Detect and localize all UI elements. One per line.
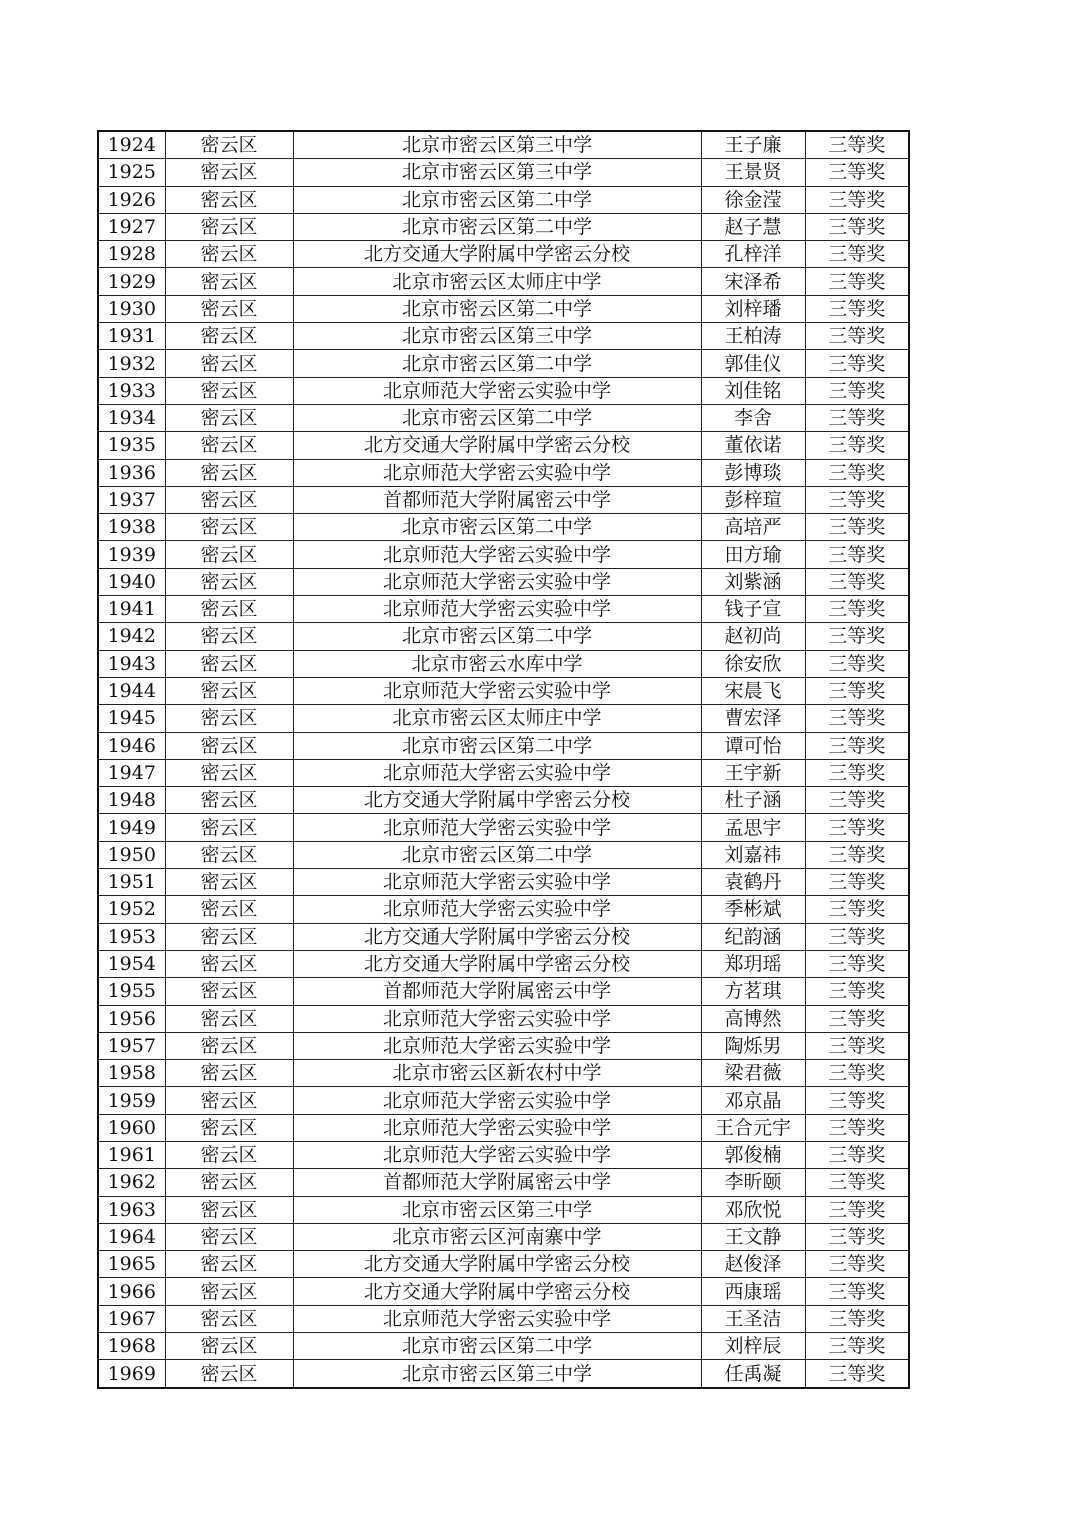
award-level-cell: 三等奖 — [805, 705, 909, 732]
serial-number-cell: 1932 — [98, 350, 165, 377]
serial-number-cell: 1969 — [98, 1360, 165, 1388]
student-name-cell: 郭俊楠 — [701, 1141, 805, 1168]
student-name-cell: 赵子慧 — [701, 213, 805, 240]
table-row — [98, 1278, 909, 1305]
student-name-cell: 郭佳仪 — [701, 350, 805, 377]
student-name-cell: 陶烁男 — [701, 1032, 805, 1059]
school-cell: 北京师范大学密云实验中学 — [293, 814, 701, 841]
award-level-cell: 三等奖 — [805, 1278, 909, 1305]
serial-number-cell: 1941 — [98, 596, 165, 623]
serial-number-cell: 1927 — [98, 213, 165, 240]
student-name-cell: 钱子宣 — [701, 596, 805, 623]
table-row — [98, 1169, 909, 1196]
district-cell: 密云区 — [165, 1141, 293, 1168]
table-row — [98, 1032, 909, 1059]
school-cell: 北京师范大学密云实验中学 — [293, 568, 701, 595]
table-row — [98, 1114, 909, 1141]
table-row — [98, 978, 909, 1005]
student-name-cell: 王文静 — [701, 1223, 805, 1250]
student-name-cell: 王子廉 — [701, 131, 805, 159]
award-level-cell: 三等奖 — [805, 432, 909, 459]
serial-number-cell: 1938 — [98, 514, 165, 541]
district-cell: 密云区 — [165, 1278, 293, 1305]
serial-number-cell: 1937 — [98, 486, 165, 513]
district-cell: 密云区 — [165, 814, 293, 841]
table-row — [98, 186, 909, 213]
serial-number-cell: 1933 — [98, 377, 165, 404]
award-level-cell: 三等奖 — [805, 186, 909, 213]
school-cell: 北京师范大学密云实验中学 — [293, 1305, 701, 1332]
serial-number-cell: 1942 — [98, 623, 165, 650]
serial-number-cell: 1949 — [98, 814, 165, 841]
school-cell: 北京师范大学密云实验中学 — [293, 1114, 701, 1141]
district-cell: 密云区 — [165, 295, 293, 322]
school-cell: 北京市密云水库中学 — [293, 650, 701, 677]
award-level-cell: 三等奖 — [805, 1087, 909, 1114]
serial-number-cell: 1946 — [98, 732, 165, 759]
district-cell: 密云区 — [165, 514, 293, 541]
table-row — [98, 131, 909, 159]
table-row — [98, 1005, 909, 1032]
award-level-cell: 三等奖 — [805, 1360, 909, 1388]
serial-number-cell: 1960 — [98, 1114, 165, 1141]
award-level-cell: 三等奖 — [805, 159, 909, 186]
award-level-cell: 三等奖 — [805, 814, 909, 841]
serial-number-cell: 1939 — [98, 541, 165, 568]
student-name-cell: 刘梓璠 — [701, 295, 805, 322]
district-cell: 密云区 — [165, 950, 293, 977]
student-name-cell: 王圣洁 — [701, 1305, 805, 1332]
student-name-cell: 邓欣悦 — [701, 1196, 805, 1223]
award-level-cell: 三等奖 — [805, 923, 909, 950]
district-cell: 密云区 — [165, 705, 293, 732]
school-cell: 首都师范大学附属密云中学 — [293, 1169, 701, 1196]
serial-number-cell: 1951 — [98, 869, 165, 896]
serial-number-cell: 1963 — [98, 1196, 165, 1223]
district-cell: 密云区 — [165, 623, 293, 650]
serial-number-cell: 1931 — [98, 323, 165, 350]
student-name-cell: 彭梓瑄 — [701, 486, 805, 513]
district-cell: 密云区 — [165, 241, 293, 268]
serial-number-cell: 1956 — [98, 1005, 165, 1032]
table-row — [98, 814, 909, 841]
school-cell: 北京师范大学密云实验中学 — [293, 596, 701, 623]
award-level-cell: 三等奖 — [805, 568, 909, 595]
school-cell: 北京师范大学密云实验中学 — [293, 459, 701, 486]
district-cell: 密云区 — [165, 432, 293, 459]
table-row — [98, 514, 909, 541]
school-cell: 北方交通大学附属中学密云分校 — [293, 1278, 701, 1305]
award-level-cell: 三等奖 — [805, 978, 909, 1005]
serial-number-cell: 1953 — [98, 923, 165, 950]
district-cell: 密云区 — [165, 1114, 293, 1141]
student-name-cell: 刘佳铭 — [701, 377, 805, 404]
district-cell: 密云区 — [165, 732, 293, 759]
table-row — [98, 159, 909, 186]
table-row — [98, 1305, 909, 1332]
student-name-cell: 刘梓辰 — [701, 1333, 805, 1360]
school-cell: 北方交通大学附属中学密云分校 — [293, 432, 701, 459]
table-row — [98, 1060, 909, 1087]
student-name-cell: 杜子涵 — [701, 787, 805, 814]
district-cell: 密云区 — [165, 1087, 293, 1114]
student-name-cell: 袁鹤丹 — [701, 869, 805, 896]
student-name-cell: 王景贤 — [701, 159, 805, 186]
serial-number-cell: 1957 — [98, 1032, 165, 1059]
district-cell: 密云区 — [165, 1305, 293, 1332]
serial-number-cell: 1926 — [98, 186, 165, 213]
award-level-cell: 三等奖 — [805, 1141, 909, 1168]
serial-number-cell: 1928 — [98, 241, 165, 268]
table-row — [98, 923, 909, 950]
school-cell: 北京市密云区第三中学 — [293, 159, 701, 186]
student-name-cell: 王宇新 — [701, 759, 805, 786]
table-row — [98, 705, 909, 732]
student-name-cell: 赵俊泽 — [701, 1251, 805, 1278]
school-cell: 北京市密云区第二中学 — [293, 732, 701, 759]
award-level-cell: 三等奖 — [805, 650, 909, 677]
district-cell: 密云区 — [165, 677, 293, 704]
school-cell: 北京师范大学密云实验中学 — [293, 541, 701, 568]
school-cell: 北京师范大学密云实验中学 — [293, 759, 701, 786]
table-row — [98, 596, 909, 623]
district-cell: 密云区 — [165, 923, 293, 950]
school-cell: 首都师范大学附属密云中学 — [293, 978, 701, 1005]
student-name-cell: 梁君薇 — [701, 1060, 805, 1087]
award-level-cell: 三等奖 — [805, 323, 909, 350]
district-cell: 密云区 — [165, 323, 293, 350]
award-level-cell: 三等奖 — [805, 213, 909, 240]
table-row — [98, 432, 909, 459]
serial-number-cell: 1965 — [98, 1251, 165, 1278]
award-level-cell: 三等奖 — [805, 541, 909, 568]
district-cell: 密云区 — [165, 1005, 293, 1032]
serial-number-cell: 1950 — [98, 841, 165, 868]
student-name-cell: 孔梓洋 — [701, 241, 805, 268]
serial-number-cell: 1964 — [98, 1223, 165, 1250]
student-name-cell: 田方瑜 — [701, 541, 805, 568]
school-cell: 北京市密云区新农村中学 — [293, 1060, 701, 1087]
table-row — [98, 1141, 909, 1168]
school-cell: 北京师范大学密云实验中学 — [293, 869, 701, 896]
table-row — [98, 1223, 909, 1250]
student-name-cell: 郑玥瑶 — [701, 950, 805, 977]
district-cell: 密云区 — [165, 1032, 293, 1059]
award-level-cell: 三等奖 — [805, 1223, 909, 1250]
school-cell: 北京师范大学密云实验中学 — [293, 377, 701, 404]
student-name-cell: 王合元宇 — [701, 1114, 805, 1141]
school-cell: 北京师范大学密云实验中学 — [293, 1032, 701, 1059]
student-name-cell: 董依诺 — [701, 432, 805, 459]
student-name-cell: 徐金滢 — [701, 186, 805, 213]
table-row — [98, 732, 909, 759]
serial-number-cell: 1952 — [98, 896, 165, 923]
district-cell: 密云区 — [165, 213, 293, 240]
district-cell: 密云区 — [165, 896, 293, 923]
award-level-cell: 三等奖 — [805, 1005, 909, 1032]
award-level-cell: 三等奖 — [805, 677, 909, 704]
serial-number-cell: 1944 — [98, 677, 165, 704]
school-cell: 北京市密云区太师庄中学 — [293, 268, 701, 295]
student-name-cell: 王柏涛 — [701, 323, 805, 350]
serial-number-cell: 1968 — [98, 1333, 165, 1360]
district-cell: 密云区 — [165, 568, 293, 595]
table-row — [98, 869, 909, 896]
district-cell: 密云区 — [165, 650, 293, 677]
serial-number-cell: 1940 — [98, 568, 165, 595]
school-cell: 北京市密云区第三中学 — [293, 1196, 701, 1223]
district-cell: 密云区 — [165, 1333, 293, 1360]
award-level-cell: 三等奖 — [805, 268, 909, 295]
district-cell: 密云区 — [165, 404, 293, 431]
school-cell: 北京师范大学密云实验中学 — [293, 1141, 701, 1168]
award-level-cell: 三等奖 — [805, 241, 909, 268]
district-cell: 密云区 — [165, 787, 293, 814]
student-name-cell: 宋泽希 — [701, 268, 805, 295]
serial-number-cell: 1966 — [98, 1278, 165, 1305]
school-cell: 北方交通大学附属中学密云分校 — [293, 787, 701, 814]
serial-number-cell: 1945 — [98, 705, 165, 732]
serial-number-cell: 1929 — [98, 268, 165, 295]
serial-number-cell: 1924 — [98, 131, 165, 159]
serial-number-cell: 1934 — [98, 404, 165, 431]
school-cell: 北京市密云区第二中学 — [293, 623, 701, 650]
serial-number-cell: 1936 — [98, 459, 165, 486]
student-name-cell: 赵初尚 — [701, 623, 805, 650]
table-row — [98, 541, 909, 568]
table-row — [98, 1196, 909, 1223]
award-level-cell: 三等奖 — [805, 486, 909, 513]
student-name-cell: 孟思宇 — [701, 814, 805, 841]
serial-number-cell: 1935 — [98, 432, 165, 459]
serial-number-cell: 1954 — [98, 950, 165, 977]
award-level-cell: 三等奖 — [805, 1169, 909, 1196]
award-level-cell: 三等奖 — [805, 131, 909, 159]
district-cell: 密云区 — [165, 350, 293, 377]
district-cell: 密云区 — [165, 759, 293, 786]
student-name-cell: 谭可怡 — [701, 732, 805, 759]
student-name-cell: 李舍 — [701, 404, 805, 431]
table-row — [98, 1251, 909, 1278]
award-table — [97, 130, 910, 1389]
district-cell: 密云区 — [165, 1060, 293, 1087]
award-level-cell: 三等奖 — [805, 1333, 909, 1360]
award-level-cell: 三等奖 — [805, 732, 909, 759]
serial-number-cell: 1962 — [98, 1169, 165, 1196]
award-level-cell: 三等奖 — [805, 377, 909, 404]
school-cell: 北方交通大学附属中学密云分校 — [293, 241, 701, 268]
table-row — [98, 841, 909, 868]
award-level-cell: 三等奖 — [805, 869, 909, 896]
award-level-cell: 三等奖 — [805, 1060, 909, 1087]
student-name-cell: 任禹凝 — [701, 1360, 805, 1388]
serial-number-cell: 1947 — [98, 759, 165, 786]
student-name-cell: 方茗琪 — [701, 978, 805, 1005]
student-name-cell: 季彬斌 — [701, 896, 805, 923]
district-cell: 密云区 — [165, 131, 293, 159]
school-cell: 北京市密云区第二中学 — [293, 1333, 701, 1360]
award-level-cell: 三等奖 — [805, 787, 909, 814]
district-cell: 密云区 — [165, 486, 293, 513]
district-cell: 密云区 — [165, 1360, 293, 1388]
student-name-cell: 高博然 — [701, 1005, 805, 1032]
school-cell: 北京市密云区第二中学 — [293, 350, 701, 377]
student-name-cell: 刘嘉祎 — [701, 841, 805, 868]
award-level-cell: 三等奖 — [805, 1305, 909, 1332]
district-cell: 密云区 — [165, 541, 293, 568]
student-name-cell: 刘紫涵 — [701, 568, 805, 595]
table-row — [98, 377, 909, 404]
school-cell: 北京师范大学密云实验中学 — [293, 896, 701, 923]
award-level-cell: 三等奖 — [805, 759, 909, 786]
award-level-cell: 三等奖 — [805, 950, 909, 977]
table-row — [98, 568, 909, 595]
district-cell: 密云区 — [165, 869, 293, 896]
table-row — [98, 241, 909, 268]
award-level-cell: 三等奖 — [805, 350, 909, 377]
table-row — [98, 623, 909, 650]
award-level-cell: 三等奖 — [805, 596, 909, 623]
student-name-cell: 高培严 — [701, 514, 805, 541]
school-cell: 北京市密云区第二中学 — [293, 841, 701, 868]
district-cell: 密云区 — [165, 1251, 293, 1278]
serial-number-cell: 1961 — [98, 1141, 165, 1168]
school-cell: 北京师范大学密云实验中学 — [293, 1005, 701, 1032]
student-name-cell: 彭博琰 — [701, 459, 805, 486]
student-name-cell: 曹宏泽 — [701, 705, 805, 732]
serial-number-cell: 1959 — [98, 1087, 165, 1114]
table-row — [98, 213, 909, 240]
serial-number-cell: 1948 — [98, 787, 165, 814]
school-cell: 北京市密云区第二中学 — [293, 404, 701, 431]
award-table-body — [98, 131, 909, 1388]
table-row — [98, 350, 909, 377]
table-row — [98, 950, 909, 977]
serial-number-cell: 1925 — [98, 159, 165, 186]
table-row — [98, 650, 909, 677]
district-cell: 密云区 — [165, 841, 293, 868]
table-row — [98, 759, 909, 786]
award-level-cell: 三等奖 — [805, 514, 909, 541]
table-row — [98, 404, 909, 431]
school-cell: 北京市密云区第二中学 — [293, 295, 701, 322]
award-level-cell: 三等奖 — [805, 1114, 909, 1141]
district-cell: 密云区 — [165, 159, 293, 186]
school-cell: 北京市密云区太师庄中学 — [293, 705, 701, 732]
school-cell: 北京市密云区河南寨中学 — [293, 1223, 701, 1250]
table-row — [98, 787, 909, 814]
table-row — [98, 268, 909, 295]
school-cell: 北方交通大学附属中学密云分校 — [293, 950, 701, 977]
award-level-cell: 三等奖 — [805, 404, 909, 431]
table-row — [98, 323, 909, 350]
district-cell: 密云区 — [165, 268, 293, 295]
table-row — [98, 295, 909, 322]
school-cell: 首都师范大学附属密云中学 — [293, 486, 701, 513]
school-cell: 北京市密云区第三中学 — [293, 131, 701, 159]
district-cell: 密云区 — [165, 459, 293, 486]
school-cell: 北京师范大学密云实验中学 — [293, 677, 701, 704]
district-cell: 密云区 — [165, 1223, 293, 1250]
award-level-cell: 三等奖 — [805, 459, 909, 486]
serial-number-cell: 1943 — [98, 650, 165, 677]
school-cell: 北京市密云区第二中学 — [293, 514, 701, 541]
serial-number-cell: 1955 — [98, 978, 165, 1005]
table-row — [98, 1087, 909, 1114]
district-cell: 密云区 — [165, 186, 293, 213]
district-cell: 密云区 — [165, 1196, 293, 1223]
student-name-cell: 徐安欣 — [701, 650, 805, 677]
table-row — [98, 677, 909, 704]
serial-number-cell: 1967 — [98, 1305, 165, 1332]
table-row — [98, 486, 909, 513]
serial-number-cell: 1958 — [98, 1060, 165, 1087]
student-name-cell: 李昕颐 — [701, 1169, 805, 1196]
district-cell: 密云区 — [165, 596, 293, 623]
award-level-cell: 三等奖 — [805, 1251, 909, 1278]
award-level-cell: 三等奖 — [805, 841, 909, 868]
school-cell: 北京市密云区第二中学 — [293, 186, 701, 213]
award-level-cell: 三等奖 — [805, 623, 909, 650]
student-name-cell: 宋晨飞 — [701, 677, 805, 704]
award-level-cell: 三等奖 — [805, 1196, 909, 1223]
district-cell: 密云区 — [165, 978, 293, 1005]
serial-number-cell: 1930 — [98, 295, 165, 322]
school-cell: 北方交通大学附属中学密云分校 — [293, 923, 701, 950]
table-row — [98, 459, 909, 486]
school-cell: 北京师范大学密云实验中学 — [293, 1087, 701, 1114]
award-level-cell: 三等奖 — [805, 295, 909, 322]
district-cell: 密云区 — [165, 377, 293, 404]
table-row — [98, 896, 909, 923]
table-row — [98, 1360, 909, 1388]
school-cell: 北京市密云区第三中学 — [293, 323, 701, 350]
award-level-cell: 三等奖 — [805, 896, 909, 923]
district-cell: 密云区 — [165, 1169, 293, 1196]
school-cell: 北方交通大学附属中学密云分校 — [293, 1251, 701, 1278]
table-row — [98, 1333, 909, 1360]
student-name-cell: 西康瑶 — [701, 1278, 805, 1305]
school-cell: 北京市密云区第三中学 — [293, 1360, 701, 1388]
student-name-cell: 邓京晶 — [701, 1087, 805, 1114]
student-name-cell: 纪韵涵 — [701, 923, 805, 950]
award-level-cell: 三等奖 — [805, 1032, 909, 1059]
school-cell: 北京市密云区第二中学 — [293, 213, 701, 240]
